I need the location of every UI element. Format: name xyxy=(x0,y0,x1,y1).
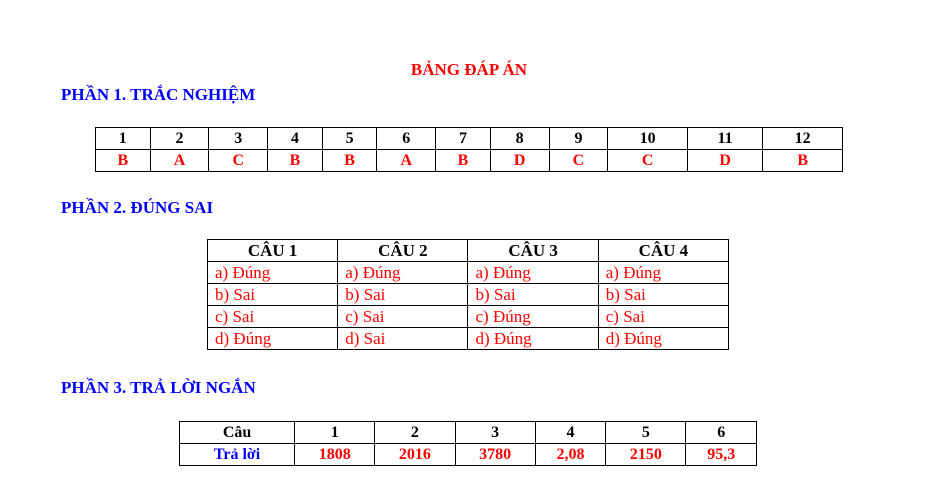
answer-cell: c) Sai xyxy=(208,306,338,328)
question-number: 11 xyxy=(687,128,762,150)
header-row xyxy=(208,240,729,262)
question-number: 4 xyxy=(535,422,606,444)
column-header: CÂU 1 xyxy=(208,240,338,262)
answer-cell: 1808 xyxy=(295,444,375,466)
answer-cell: b) Sai xyxy=(468,284,598,306)
table-row xyxy=(208,328,729,350)
answer-cell: A xyxy=(150,150,209,172)
question-number: 2 xyxy=(375,422,455,444)
part2-answer-table xyxy=(207,239,729,350)
answer-cell: C xyxy=(209,150,268,172)
answer-row xyxy=(96,150,843,172)
part3-heading: PHẦN 3. TRẢ LỜI NGẮN xyxy=(61,378,256,397)
answer-cell: 3780 xyxy=(455,444,535,466)
question-number-row xyxy=(96,128,843,150)
answer-label: Trả lời xyxy=(180,444,295,466)
answer-row xyxy=(180,444,757,466)
table-row xyxy=(208,262,729,284)
part3-answer-table xyxy=(179,421,757,466)
answer-cell: D xyxy=(687,150,762,172)
question-number: 6 xyxy=(377,128,436,150)
answer-cell: d) Đúng xyxy=(468,328,598,350)
answer-cell: D xyxy=(490,150,549,172)
question-number: 5 xyxy=(322,128,377,150)
question-number: 3 xyxy=(455,422,535,444)
question-number: 3 xyxy=(209,128,268,150)
column-header: CÂU 2 xyxy=(338,240,468,262)
answer-cell: a) Đúng xyxy=(468,262,598,284)
part1-heading: PHẦN 1. TRẮC NGHIỆM xyxy=(61,85,256,104)
answer-cell: B xyxy=(763,150,843,172)
table-row xyxy=(208,284,729,306)
answer-cell: b) Sai xyxy=(598,284,728,306)
question-number: 1 xyxy=(96,128,151,150)
part2-heading: PHẦN 2. ĐÚNG SAI xyxy=(61,198,214,217)
answer-cell: c) Đúng xyxy=(468,306,598,328)
question-number: 9 xyxy=(549,128,608,150)
answer-cell: B xyxy=(96,150,151,172)
question-number: 12 xyxy=(763,128,843,150)
question-number: 1 xyxy=(295,422,375,444)
question-number-row xyxy=(180,422,757,444)
answer-cell: C xyxy=(549,150,608,172)
part1-answer-table xyxy=(95,127,843,172)
question-number: 7 xyxy=(436,128,491,150)
answer-cell: B xyxy=(436,150,491,172)
answer-cell: c) Sai xyxy=(598,306,728,328)
question-number: 8 xyxy=(490,128,549,150)
answer-cell: C xyxy=(608,150,688,172)
answer-cell: d) Đúng xyxy=(208,328,338,350)
answer-cell: a) Đúng xyxy=(598,262,728,284)
question-number: 5 xyxy=(606,422,686,444)
answer-cell: 2150 xyxy=(606,444,686,466)
question-label: Câu xyxy=(180,422,295,444)
answer-cell: A xyxy=(377,150,436,172)
column-header: CÂU 3 xyxy=(468,240,598,262)
answer-cell: c) Sai xyxy=(338,306,468,328)
answer-cell: B xyxy=(268,150,323,172)
answer-cell: 2016 xyxy=(375,444,455,466)
answer-cell: b) Sai xyxy=(208,284,338,306)
answer-cell: d) Sai xyxy=(338,328,468,350)
answer-cell: a) Đúng xyxy=(338,262,468,284)
table-row xyxy=(208,306,729,328)
column-header: CÂU 4 xyxy=(598,240,728,262)
question-number: 10 xyxy=(608,128,688,150)
question-number: 4 xyxy=(268,128,323,150)
answer-cell: 2,08 xyxy=(535,444,606,466)
question-number: 6 xyxy=(686,422,757,444)
question-number: 2 xyxy=(150,128,209,150)
answer-cell: B xyxy=(322,150,377,172)
answer-cell: b) Sai xyxy=(338,284,468,306)
answer-cell: d) Đúng xyxy=(598,328,728,350)
answer-cell: 95,3 xyxy=(686,444,757,466)
answer-cell: a) Đúng xyxy=(208,262,338,284)
page-title: BẢNG ĐÁP ÁN xyxy=(410,60,528,79)
